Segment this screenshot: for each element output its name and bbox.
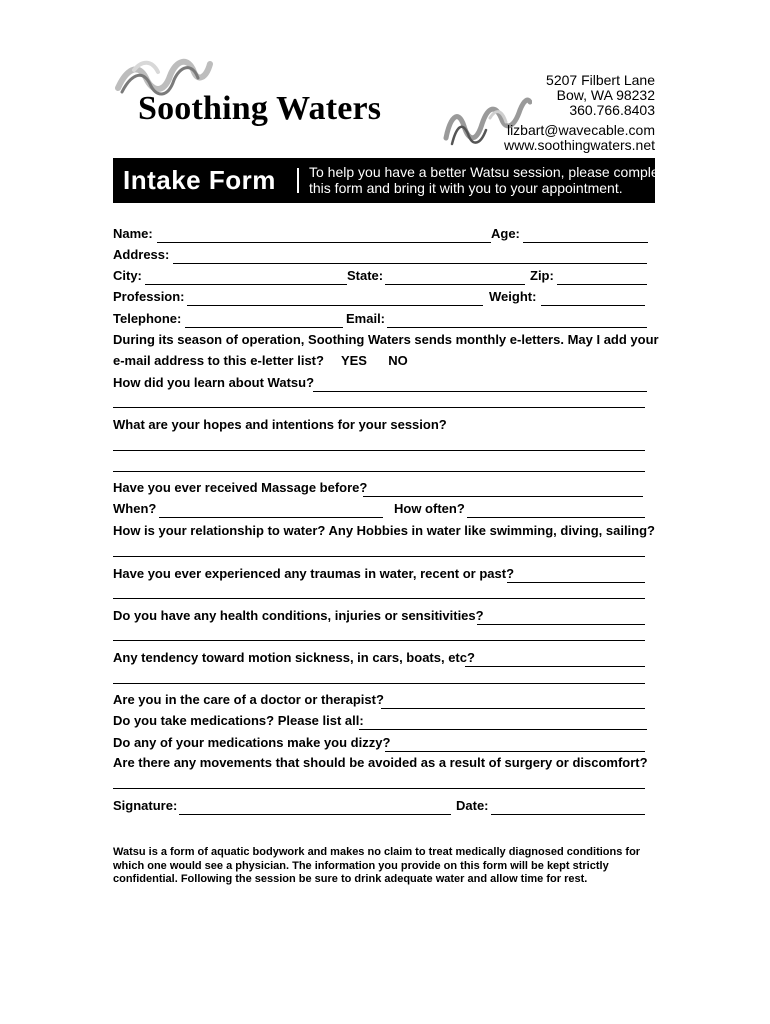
eletter-question-line-2	[113, 353, 408, 368]
doctor-row	[113, 691, 646, 711]
massage-field[interactable]	[363, 496, 643, 497]
medications-label: Do you take medications? Please list all:	[113, 713, 364, 728]
profession-label: Profession:	[113, 289, 185, 304]
signature-label: Signature:	[113, 798, 178, 813]
disclaimer-line-1: Watsu is a form of aquatic bodywork and makes no claim to treat medically diagnosed conditions for	[113, 846, 641, 858]
massage-row	[113, 479, 646, 499]
address-label: Address:	[113, 247, 170, 262]
health-field-continued[interactable]	[113, 640, 645, 641]
health-row	[113, 607, 646, 627]
email-label: Email:	[346, 311, 386, 326]
how-often-field[interactable]	[467, 517, 645, 518]
zip-label: Zip:	[530, 268, 554, 283]
trauma-label: Have you ever experienced any traumas in water, recent or past?	[113, 566, 515, 581]
when-often-row	[113, 500, 646, 520]
address-field[interactable]	[173, 263, 647, 264]
when-label: When?	[113, 501, 157, 516]
address-row	[113, 246, 646, 266]
name-field[interactable]	[157, 242, 491, 243]
massage-label: Have you ever received Massage before?	[113, 480, 368, 495]
learn-row	[113, 374, 646, 394]
banner-divider	[297, 168, 299, 193]
hopes-field-line-2[interactable]	[113, 471, 645, 472]
zip-field[interactable]	[557, 284, 647, 285]
medications-row	[113, 712, 646, 732]
health-field[interactable]	[477, 624, 645, 625]
trauma-row	[113, 565, 646, 585]
age-field[interactable]	[523, 242, 648, 243]
weight-label: Weight:	[489, 289, 537, 304]
learn-label: How did you learn about Watsu?	[113, 375, 315, 390]
water-field[interactable]	[113, 556, 645, 557]
state-label: State:	[347, 268, 384, 283]
trauma-field[interactable]	[507, 582, 645, 583]
doctor-field[interactable]	[381, 708, 645, 709]
city-field[interactable]	[145, 284, 347, 285]
eletter-yes-option[interactable]: YES	[340, 353, 367, 368]
eletter-no-option[interactable]: NO	[388, 353, 408, 368]
contact-website: www.soothingwaters.net	[504, 137, 655, 153]
learn-field[interactable]	[313, 391, 647, 392]
name-label: Name:	[113, 226, 153, 241]
age-label: Age:	[491, 226, 520, 241]
how-often-label: How often?	[394, 501, 465, 516]
motion-field[interactable]	[465, 666, 645, 667]
dizzy-field[interactable]	[385, 751, 645, 752]
intake-banner	[113, 158, 671, 203]
city-label: City:	[113, 268, 142, 283]
eletter-question-text: e-mail address to this e-letter list?	[113, 353, 324, 368]
health-label: Do you have any health conditions, injuries or sensitivities?	[113, 608, 484, 623]
eletter-question-line-1: During its season of operation, Soothing Waters sends monthly e-letters. May I add your	[113, 332, 659, 347]
disclaimer-line-2: which one would see a physician. The information you provide on this form will be kept strictly	[113, 859, 609, 872]
hopes-question: What are your hopes and intentions for your session?	[113, 417, 447, 432]
medications-field[interactable]	[359, 729, 647, 730]
when-field[interactable]	[159, 517, 383, 518]
movements-field[interactable]	[113, 788, 645, 789]
movements-question: Are there any movements that should be avoided as a result of surgery or discomfort?	[113, 755, 648, 770]
state-field[interactable]	[385, 284, 525, 285]
motion-row	[113, 649, 646, 669]
hopes-field-line-1[interactable]	[113, 450, 645, 451]
motion-field-continued[interactable]	[113, 683, 645, 684]
brand-name: Soothing Waters	[138, 90, 382, 127]
telephone-email-row	[113, 310, 646, 330]
banner-instructions	[309, 164, 670, 196]
weight-field[interactable]	[541, 305, 645, 306]
signature-field[interactable]	[179, 814, 451, 815]
banner-line-2: this form and bring it with you to your appointment.	[309, 180, 623, 196]
telephone-label: Telephone:	[113, 311, 182, 326]
dizzy-row	[113, 734, 646, 754]
email-field[interactable]	[387, 327, 647, 328]
contact-phone: 360.766.8403	[569, 102, 655, 118]
water-question: How is your relationship to water? Any Hobbies in water like swimming, diving, sailing?	[113, 523, 655, 538]
disclaimer-note	[113, 846, 661, 887]
dizzy-label: Do any of your medications make you dizzy?	[113, 735, 391, 750]
disclaimer-line-3: confidential. Following the session be sure to drink adequate water and allow time for rest.	[113, 873, 588, 885]
name-age-row	[113, 225, 646, 245]
doctor-label: Are you in the care of a doctor or therapist?	[113, 692, 384, 707]
form-title: Intake Form	[123, 165, 276, 195]
date-label: Date:	[456, 798, 489, 813]
trauma-field-continued[interactable]	[113, 598, 645, 599]
learn-field-continued[interactable]	[113, 407, 645, 408]
city-state-zip-row	[113, 267, 646, 287]
telephone-field[interactable]	[185, 327, 343, 328]
date-field[interactable]	[491, 814, 645, 815]
contact-city-state: Bow, WA 98232	[556, 87, 655, 103]
profession-field[interactable]	[187, 305, 483, 306]
profession-weight-row	[113, 288, 646, 308]
signature-date-row	[113, 797, 646, 817]
contact-street: 5207 Filbert Lane	[546, 72, 655, 88]
banner-line-1: To help you have a better Watsu session, please complete	[309, 164, 671, 180]
motion-label: Any tendency toward motion sickness, in cars, boats, etc?	[113, 650, 475, 665]
contact-email: lizbart@wavecable.com	[506, 122, 655, 138]
